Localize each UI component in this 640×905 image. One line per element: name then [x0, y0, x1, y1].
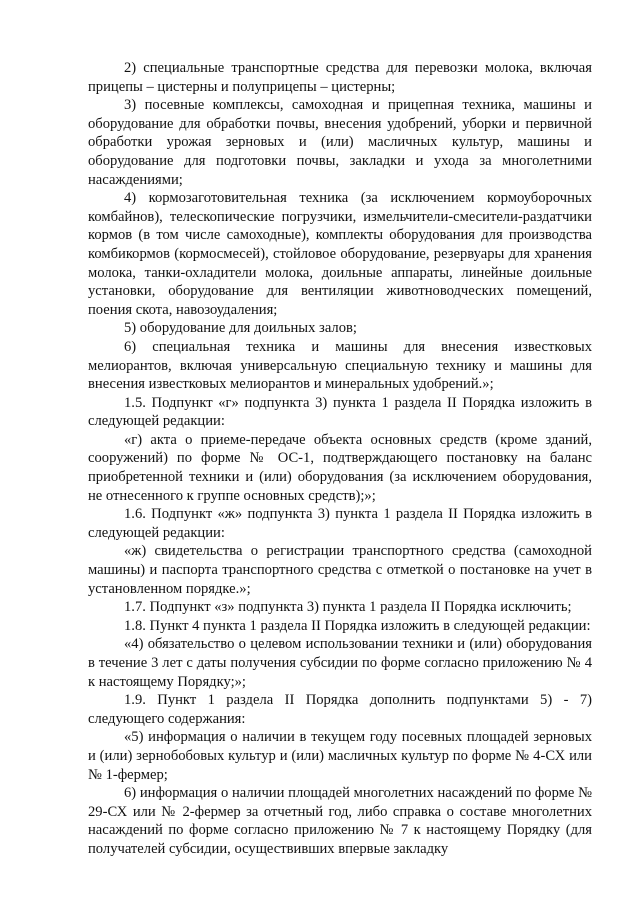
- paragraph-subitem-6-new: 6) информация о наличии площадей многолетних насаждений по форме № 29-СХ или № 2-фермер за отчетный год, либо справка о составе многолетних насаждений по форме согласно приложению № 7 к настоящему Порядку (для получателей субсидии, осуществивших впервые закладку: [88, 785, 592, 857]
- paragraph-amendment-1-7: 1.7. Подпункт «з» подпункта 3) пункта 1 раздела II Порядка исключить;: [124, 599, 572, 616]
- paragraph-item-2: 2) специальные транспортные средства для перевозки молока, включая прицепы – цистерны и полуприцепы – цистерны;: [88, 60, 592, 95]
- paragraph-amendment-1-6: 1.6. Подпункт «ж» подпункта 3) пункта 1 раздела II Порядка изложить в следующей редакции:: [88, 506, 592, 541]
- paragraph-amendment-1-8: 1.8. Пункт 4 пункта 1 раздела II Порядка изложить в следующей редакции:: [124, 617, 591, 634]
- paragraph-item-6: 6) специальная техника и машины для внесения известковых мелиорантов, включая универсальную специальную технику и машины для внесения известковых мелиорантов и минеральных удобрений.»;: [88, 338, 592, 393]
- paragraph-subitem-zh: «ж) свидетельства о регистрации транспортного средства (самоходной машины) и паспорта транспортного средства с отметкой о постановке на учет в установленном порядке.»;: [88, 543, 592, 597]
- paragraph-item-4: 4) кормозаготовительная техника (за исключением кормоуборочных комбайнов), телескопические погрузчики, измельчители-смесители-раздатчики кормов (в том числе самоходные), комплекты оборудования для производства комбикормов (кормосмесей), стойловое оборудование, резервуары для хранения молока, танки-охладители молока, доильные аппараты, линейные доильные установки, оборудование для вентиляции животноводческих помещений, поения скота, навозоудаления;: [88, 190, 592, 318]
- paragraph-item-3: 3) посевные комплексы, самоходная и прицепная техника, машины и оборудование для обработки почвы, внесения удобрений, уборки и первичной обработки урожая зерновых и (или) масличных культур, машины и оборудование для подготовки почвы, закладки и ухода за многолетними насаждениями;: [88, 97, 592, 188]
- paragraph-subitem-g: «г) акта о приеме-передаче объекта основных средств (кроме зданий, сооружений) по форме № ОС-1, подтверждающего постановку на баланс приобретенной техники и (или) оборудования (за исключением оборудования, не отнесенного к группе основных средств);»;: [88, 431, 592, 504]
- paragraph-amendment-1-9: 1.9. Пункт 1 раздела II Порядка дополнить подпунктами 5) - 7) следующего содержания:: [88, 692, 592, 727]
- paragraph-item-5: 5) оборудование для доильных залов;: [124, 320, 357, 337]
- paragraph-subitem-5-new: «5) информация о наличии в текущем году посевных площадей зерновых и (или) зернобобовых культур и (или) масличных культур по форме № 4-СХ или № 1-фермер;: [88, 729, 592, 783]
- paragraph-amendment-1-5: 1.5. Подпункт «г» подпункта 3) пункта 1 раздела II Порядка изложить в следующей редакции:: [88, 394, 592, 430]
- document-page: [88, 59, 592, 859]
- paragraph-subitem-4: «4) обязательство о целевом использовании техники и (или) оборудования в течение 3 лет с даты получения субсидии по форме согласно приложению № 4 к настоящему Порядку;»;: [88, 636, 592, 690]
